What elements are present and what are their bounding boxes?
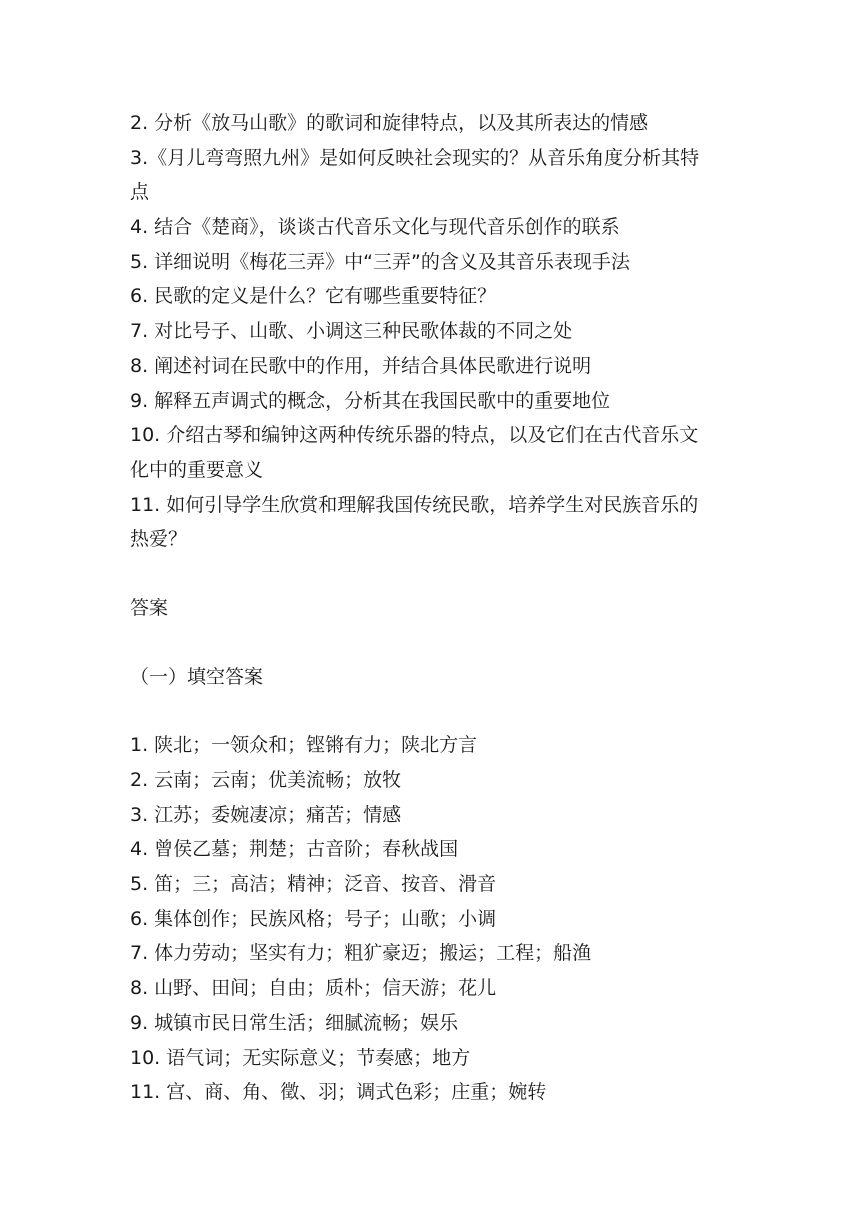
answer-9: 9. 城镇市民日常生活；细腻流畅；娱乐	[130, 1011, 459, 1034]
question-9: 9. 解释五声调式的概念，分析其在我国民歌中的重要地位	[130, 389, 611, 412]
document-page	[130, 106, 740, 1110]
spacer	[130, 557, 740, 591]
answer-10: 10. 语气词；无实际意义；节奏感；地方	[130, 1046, 471, 1069]
answer-7: 7. 体力劳动；坚实有力；粗犷豪迈；搬运；工程；船渔	[130, 942, 592, 965]
question-8: 8. 阐述衬词在民歌中的作用，并结合具体民歌进行说明	[130, 354, 592, 377]
spacer	[130, 626, 740, 660]
fill-in-answers-heading: （一）填空答案	[130, 665, 264, 688]
answer-11: 11. 宫、商、角、徵、羽；调式色彩；庄重；婉转	[130, 1081, 547, 1104]
question-5: 5. 详细说明《梅花三弄》中“三弄”的含义及其音乐表现手法	[130, 250, 630, 273]
answer-1: 1. 陕北；一领众和；铿锵有力；陕北方言	[130, 734, 478, 757]
question-10: 10. 介绍古琴和编钟这两种传统乐器的特点，以及它们在古代音乐文	[130, 424, 699, 447]
answer-list	[130, 728, 740, 1110]
question-6: 6. 民歌的定义是什么？它有哪些重要特征？	[130, 285, 497, 308]
question-10-continued: 化中的重要意义	[130, 458, 264, 481]
answers-heading: 答案	[130, 596, 169, 619]
question-2: 2. 分析《放马山歌》的歌词和旋律特点，以及其所表达的情感	[130, 112, 649, 134]
spacer	[130, 694, 740, 728]
answer-2: 2. 云南；云南；优美流畅；放牧	[130, 769, 402, 791]
question-3: 3.《月儿弯弯照九州》是如何反映社会现实的？从音乐角度分析其特	[130, 146, 700, 169]
answer-4: 4. 曾侯乙墓；荆楚；古音阶；春秋战国	[130, 838, 459, 861]
question-4: 4. 结合《楚商》，谈谈古代音乐文化与现代音乐创作的联系	[130, 216, 620, 239]
question-3-continued: 点	[130, 181, 150, 204]
question-11: 11. 如何引导学生欣赏和理解我国传统民歌，培养学生对民族音乐的	[130, 493, 699, 516]
question-list	[130, 106, 740, 557]
answer-6: 6. 集体创作；民族风格；号子；山歌；小调	[130, 907, 497, 930]
answer-8: 8. 山野、田间；自由；质朴；信天游；花儿	[130, 977, 497, 1000]
answer-3: 3. 江苏；委婉凄凉；痛苦；情感	[130, 803, 402, 826]
answer-5: 5. 笛；三；高洁；精神；泛音、按音、滑音	[130, 873, 497, 896]
question-11-continued: 热爱？	[130, 528, 188, 551]
question-7: 7. 对比号子、山歌、小调这三种民歌体裁的不同之处	[130, 320, 573, 343]
